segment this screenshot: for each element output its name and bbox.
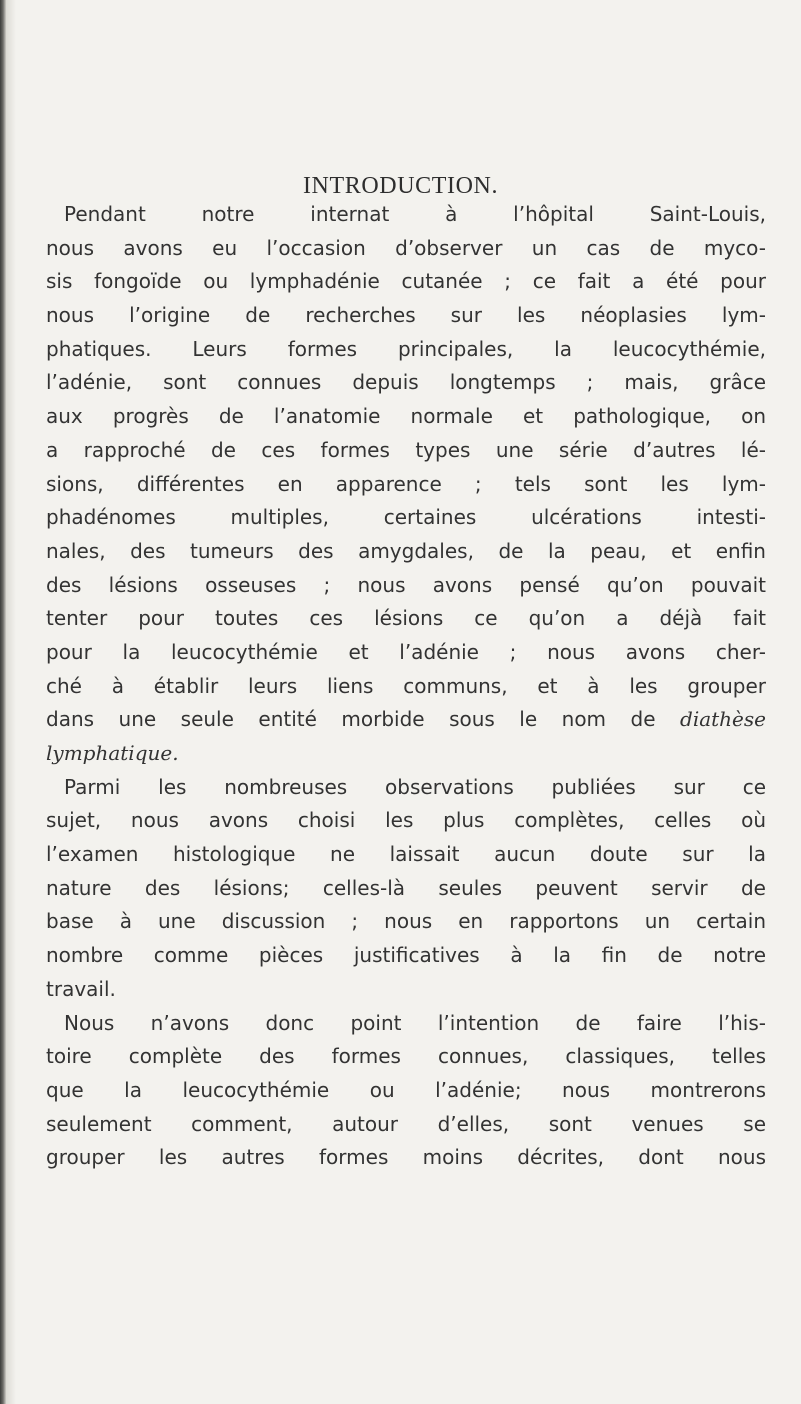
text-line: seulement comment, autour d’elles, sont venues se <box>46 1111 766 1136</box>
text-line: nature des lésions; celles-là seules peuvent servir de <box>46 875 766 900</box>
text-line: toire complète des formes connues, classiques, telles <box>46 1044 766 1069</box>
text-line: phatiques. Leurs formes principales, la leucocythémie, <box>46 336 766 361</box>
text-line: l’adénie, sont connues depuis longtemps ; mais, grâce <box>46 370 766 395</box>
italic-term: lymphatique. <box>46 741 179 765</box>
text-line: Parmi les nombreuses observations publiées sur ce <box>64 774 766 799</box>
text-line: l’examen histologique ne laissait aucun doute sur la <box>46 842 766 867</box>
text-line: nous l’origine de recherches sur les néoplasies lym- <box>46 303 766 328</box>
text-line: travail. <box>46 976 116 1001</box>
text-line: Pendant notre internat à l’hôpital Saint-Louis, <box>64 202 766 226</box>
italic-term: diathèse <box>680 707 766 732</box>
text-line: tenter pour toutes ces lésions ce qu’on a déjà fait <box>46 606 766 631</box>
text-segment: dans une seule entité morbide sous le nom de <box>46 707 656 732</box>
text-line: a rapproché de ces formes types une série d’autres lé- <box>46 437 766 462</box>
body-text <box>46 198 766 1175</box>
text-line: sions, différentes en apparence ; tels sont les lym- <box>46 471 766 496</box>
text-line: aux progrès de l’anatomie normale et pathologique, on <box>46 404 766 429</box>
text-line <box>46 703 766 737</box>
text-line: sis fongoïde ou lymphadénie cutanée ; ce fait a été pour <box>46 269 766 294</box>
text-line: nales, des tumeurs des amygdales, de la peau, et enfin <box>46 538 766 563</box>
chapter-heading: INTRODUCTION. <box>302 173 499 199</box>
text-line: phadénomes multiples, certaines ulcérations intesti- <box>46 505 766 530</box>
text-line: des lésions osseuses ; nous avons pensé qu’on pouvait <box>46 572 766 597</box>
text-line: nous avons eu l’occasion d’observer un cas de myco- <box>46 235 766 260</box>
text-line: pour la leucocythémie et l’adénie ; nous avons cher- <box>46 639 766 664</box>
text-line: ché à établir leurs liens communs, et à les grouper <box>46 673 766 698</box>
text-line: que la leucocythémie ou l’adénie; nous montrerons <box>46 1077 766 1102</box>
text-line: nombre comme pièces justificatives à la fin de notre <box>46 943 766 968</box>
text-line: sujet, nous avons choisi les plus complètes, celles où <box>46 808 766 833</box>
text-line: base à une discussion ; nous en rapportons un certain <box>46 909 766 934</box>
text-line: Nous n’avons donc point l’intention de faire l’his- <box>64 1010 766 1035</box>
binding-shadow <box>6 0 16 1404</box>
text-line: grouper les autres formes moins décrites, dont nous <box>46 1145 766 1170</box>
text-line <box>46 737 766 771</box>
